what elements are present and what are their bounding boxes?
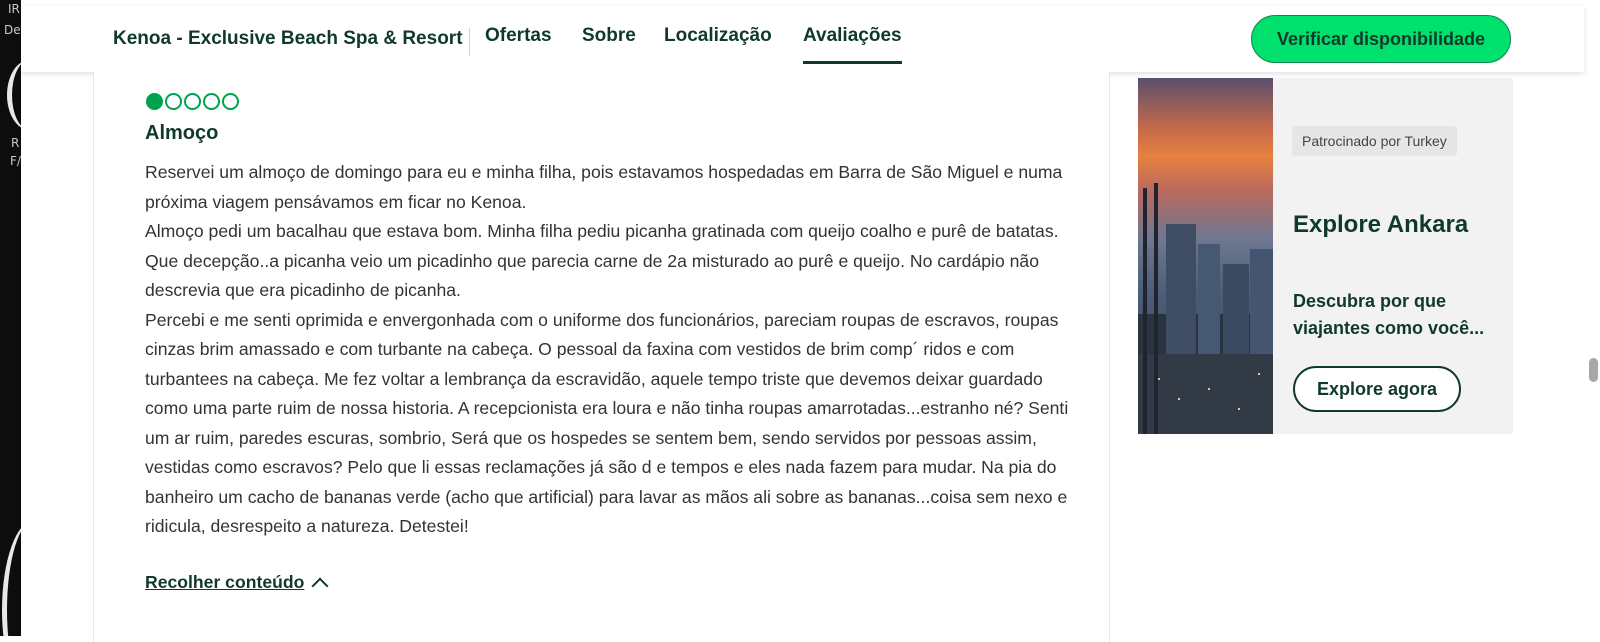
scrollbar-thumb[interactable] bbox=[1589, 358, 1598, 382]
background-text-fragment: IR bbox=[8, 2, 20, 16]
review-paragraph: Percebi e me senti oprimida e envergonhada com o uniforme dos funcionários, pareciam roupas de escravos, roupas cinzas brim amassado e com turbante na cabeça. O pessoal da faxina com vestidos de brim comp´ ridos e com turbantees na cabeça. Me fez voltar a lembrança da escravidão, aquele tempo triste que devemos deixar guardado como uma parte ruim de nossa historia. A recepcionista era loura e não tinha roupas amarrotadas...estranho né? Senti um ar ruim, paredes escuras, sombrio, Será que os hospedes se sentem bem, sendo servidos por pessoas assim, vestidas como escravos? Pelo que li essas reclamações já são d e tempos e eles nada fazem para mudar. Na pia do banheiro um cacho de bananas verde (acho que artificial) para lavar as mãos ali sobre as bananas...coisa sem nexo e ridicula, desrespeito a natureza. Detestei! bbox=[145, 309, 1069, 536]
background-shape bbox=[7, 60, 21, 130]
rating-bubble-icon bbox=[184, 93, 201, 110]
scrollbar[interactable] bbox=[1584, 0, 1600, 636]
rating-bubble-icon bbox=[203, 93, 220, 110]
collapse-content-label: Recolher conteúdo bbox=[145, 572, 305, 592]
sticky-header bbox=[21, 6, 1584, 72]
review-title: Almoço bbox=[145, 122, 219, 144]
rating-bubbles bbox=[146, 93, 239, 110]
hotel-name: Kenoa - Exclusive Beach Spa & Resort bbox=[113, 28, 463, 49]
ad-title: Explore Ankara bbox=[1293, 211, 1469, 238]
header-divider bbox=[469, 28, 470, 56]
background-text-fragment: F/ bbox=[10, 154, 21, 168]
nav-link-sobre[interactable]: Sobre bbox=[582, 25, 636, 46]
nav-link-ofertas[interactable]: Ofertas bbox=[485, 25, 552, 46]
background-text-fragment: De bbox=[4, 23, 21, 37]
explore-now-button[interactable]: Explore agora bbox=[1293, 366, 1461, 412]
chevron-up-icon bbox=[312, 577, 329, 594]
sponsored-badge: Patrocinado por Turkey bbox=[1292, 126, 1457, 156]
check-availability-button[interactable]: Verificar disponibilidade bbox=[1251, 15, 1511, 63]
background-shape bbox=[2, 520, 21, 636]
review-body bbox=[145, 158, 1070, 542]
nav-link-localizacao[interactable]: Localização bbox=[664, 25, 772, 46]
background-text-fragment: R bbox=[11, 136, 20, 150]
city-skyline-image bbox=[1138, 78, 1273, 434]
review-paragraph: Reservei um almoço de domingo para eu e minha filha, pois estavamos hospedadas em Barra de São Miguel e numa próxima viagem pensávamos em ficar no Kenoa. bbox=[145, 162, 1063, 212]
sponsored-ad[interactable] bbox=[1138, 78, 1513, 434]
background-window-strip bbox=[0, 0, 21, 636]
nav-link-avaliacoes[interactable]: Avaliações bbox=[803, 25, 902, 46]
review-card bbox=[93, 72, 1110, 642]
collapse-content-link[interactable] bbox=[145, 572, 326, 593]
rating-bubble-icon bbox=[146, 93, 163, 110]
ad-description: Descubra por que viajantes como você... bbox=[1293, 291, 1485, 338]
rating-bubble-icon bbox=[222, 93, 239, 110]
review-paragraph: Almoço pedi um bacalhau que estava bom. Minha filha pediu picanha gratinada com queijo coalho e purê de batatas. Que decepção..a picanha veio um picadinho que parecia carne de 2a misturado ao purê e queijo. No cardápio não descrevia que era picadinho de picanha. bbox=[145, 221, 1059, 300]
rating-bubble-icon bbox=[165, 93, 182, 110]
